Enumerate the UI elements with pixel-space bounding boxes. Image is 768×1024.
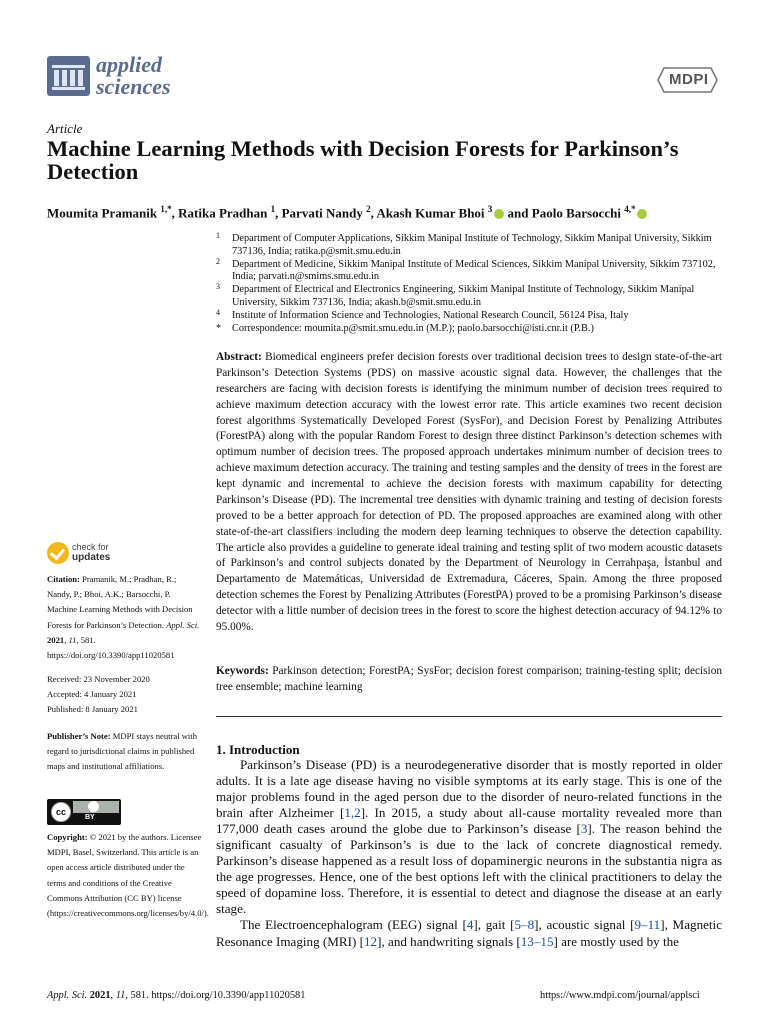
- reference-link[interactable]: 4: [466, 917, 474, 933]
- correspondence-text[interactable]: Correspondence: moumita.p@smit.smu.edu.in (M.P.); paolo.barsocchi@isti.cnr.it (P.B.): [232, 322, 594, 334]
- divider: [216, 716, 722, 717]
- copyright-text: © 2021 by the authors. Licensee MDPI, Basel, Switzerland. This article is an open access article distributed under the terms and conditions of the Creative Commons Attribution (CC BY) license (https://creativecommons.org/licenses/by/4.0/).: [47, 832, 209, 919]
- author-name[interactable]: Parvati Nandy: [281, 205, 363, 221]
- text-run: ]. In 2015, a study about all-cause mortality revealed more than 177,000 death cases around the globe due to Parkinson’s disease [: [216, 805, 723, 837]
- footer-citation: Appl. Sci. 2021, 11, 581. https://doi.org/10.3390/app11020581: [47, 990, 306, 1001]
- author-list: Moumita Pramanik $^{1,*}$, Ratika Pradhan $^1$, Parvati Nandy $^2$, Akash Kumar Bhoi $^3$ and Paolo Barsocchi $^{4,*}$: [47, 201, 747, 221]
- text-run: The Electroencephalogram (EEG) signal [: [240, 917, 467, 933]
- correspondence: [216, 323, 726, 336]
- citation-volume: 11: [68, 634, 77, 645]
- footer-year: 2021: [89, 990, 111, 1001]
- citation-text: Pramanik, M.; Pradhan, R.; Nandy, P.; Bhoi, A.K.; Barsocchi, P. Machine Learning Methods with Decision Forests for Parkinson’s Detection.: [47, 574, 193, 630]
- affiliation-item: [216, 284, 726, 310]
- author-affil: 3: [487, 204, 493, 214]
- text-run: Parkinson’s Disease (PD) is a neurodegenerative disorder that is mostly reported in older adults. It is a late age disease having no visible symptoms at its early stage. This is one of the major problems found in the aged person due to the disorder of neuro-related functions in the brain after Alzheimer [: [216, 757, 722, 821]
- affiliation-text: Department of Computer Applications, Sikkim Manipal Institute of Technology, Sikkim Manipal University, Sikkim 737136, India; ratika.p@smit.smu.edu.in: [232, 233, 712, 257]
- publisher-note-text: MDPI stays neutral with regard to jurisdictional claims in published maps and institutional affiliations.: [47, 731, 197, 772]
- affiliation-number: 3: [216, 282, 220, 292]
- text-run: ]. The reason behind the significant casualty of Parkinson’s is due to the lack of concrete diagnostical remedy. Parkinson’s disease happened as a result loss of dopaminergic neurons in the substantia nigra as the age progresses. Hence, one of the best options left with the clinical practitioners to delay the speed of dopamine loss. Therefore, it is essential to detect and diagnose the disease at an early stage.: [216, 821, 722, 917]
- keywords-text: Parkinson detection; ForestPA; SysFor; decision forest comparison; training-testing split; decision tree ensemble; machine learning: [216, 665, 722, 693]
- citation-journal: Appl. Sci.: [166, 619, 200, 630]
- copyright-label: Copyright:: [47, 832, 88, 842]
- accepted-date: Accepted: 4 January 2021: [47, 689, 137, 700]
- affiliation-text: Department of Electrical and Electronics Engineering, Sikkim Manipal Institute of Technology, Sikkim Manipal University, Sikkim 737136, India; akash.b@smit.smu.edu.in: [232, 284, 695, 308]
- publisher-name: MDPI: [669, 71, 709, 88]
- correspondence-marker: *: [216, 322, 222, 334]
- citation-page: , 581.: [76, 634, 96, 645]
- footer-journal: Appl. Sci.: [47, 990, 88, 1001]
- copyright-block: [47, 830, 209, 921]
- author-name[interactable]: Akash Kumar Bhoi: [376, 205, 485, 221]
- mdpi-logo[interactable]: [656, 66, 719, 94]
- text-run: ] are mostly used by the: [553, 933, 679, 949]
- attribution-icon: [88, 801, 99, 812]
- publisher-note: [47, 729, 202, 775]
- text-run: ], and handwriting signals [: [377, 933, 521, 949]
- by-label: BY: [85, 814, 95, 821]
- updates-label: updates: [72, 552, 111, 563]
- footer-volume: 11: [115, 990, 126, 1001]
- affiliation-number: 2: [216, 256, 220, 266]
- orcid-icon[interactable]: [494, 209, 504, 219]
- cc-by-license-badge[interactable]: [47, 799, 121, 825]
- affiliation-text: Institute of Information Science and Technologies, National Research Council, 56124 Pisa, Italy: [232, 309, 629, 321]
- received-date: Received: 23 November 2020: [47, 674, 150, 684]
- text-run: ], gait [: [473, 917, 515, 933]
- reference-link[interactable]: 1,2: [344, 805, 361, 821]
- affiliation-number: 1: [216, 231, 220, 240]
- author-name[interactable]: Moumita Pramanik: [47, 205, 158, 221]
- affiliation-item: [216, 233, 726, 259]
- author-affil: 1: [270, 204, 276, 214]
- affiliation-item: [216, 307, 726, 323]
- intro-body: [216, 757, 722, 950]
- article-type: Article: [47, 121, 83, 136]
- reference-link[interactable]: 5–8: [514, 917, 535, 933]
- cc-icon: cc: [51, 802, 71, 822]
- intro-paragraph-2: [216, 917, 722, 949]
- reference-link[interactable]: 13–15: [520, 933, 554, 949]
- citation-label: Citation:: [47, 574, 80, 584]
- published-date: Published: 8 January 2021: [47, 704, 138, 715]
- citation-doi-link[interactable]: https://doi.org/10.3390/app11020581: [47, 650, 175, 661]
- journal-logo: [47, 56, 90, 96]
- footer-journal-url[interactable]: https://www.mdpi.com/journal/applsci: [540, 990, 700, 1001]
- citation-block: Citation: Pramanik, M.; Pradhan, R.; Nandy, P.; Bhoi, A.K.; Barsocchi, P. Machine Learning Methods with Decision Forests for Parkinson’s Detection. Appl. Sci. 2021, 11, 581. https://doi.org/10.3390/app11020581: [47, 574, 200, 661]
- keywords: [216, 664, 722, 696]
- text-run: ], acoustic signal [: [534, 917, 635, 933]
- citation-year: 2021: [47, 634, 65, 645]
- publication-dates: [47, 672, 202, 718]
- journal-name[interactable]: [96, 54, 171, 98]
- affiliation-item: [216, 256, 726, 285]
- check-for-updates-button[interactable]: [47, 542, 167, 566]
- footer-doi[interactable]: , 581. https://doi.org/10.3390/app11020581: [125, 990, 306, 1001]
- affiliation-text: Department of Medicine, Sikkim Manipal Institute of Medical Sciences, Sikkim Manipal University, Sikkim 737102, India; parvati.n@smims.smu.edu.in: [232, 258, 716, 283]
- page-title: Machine Learning Methods with Decision Forests for Parkinson’s Detection: [47, 136, 679, 184]
- author-affil: 1,*: [160, 204, 172, 214]
- abstract-label: Abstract:: [216, 351, 262, 363]
- abstract: [216, 350, 722, 636]
- author-name[interactable]: Paolo Barsocchi: [531, 205, 621, 221]
- journal-name-line1: applied: [96, 52, 162, 77]
- section-heading: 1. Introduction: [216, 742, 300, 757]
- keywords-label: Keywords:: [216, 665, 269, 677]
- reference-link[interactable]: 12: [364, 933, 378, 949]
- author-affil: 2: [366, 204, 371, 214]
- intro-paragraph-1: [216, 757, 722, 917]
- text-run: ], Magnetic Resonance Imaging (MRI) [: [216, 917, 723, 949]
- journal-name-line2: sciences: [96, 74, 171, 99]
- author-affil: 4,*: [624, 204, 636, 214]
- abstract-text: Biomedical engineers prefer decision forests over traditional decision trees to design state-of-the-art Parkinson’s Detection Systems (PDS) on massive acoustic signal data. However, the challenges that the researchers are facing with decision forests is identifying the minimum number of decision trees required to achieve maximum detection accuracy with the lowest error rate. This article examines two recent decision forest algorithms Systematically Developed Forest (SysFor), and Decision Forest by Penalizing Attributes (ForestPA) along with the popular Random Forest to design three distinct Parkinson’s detection schemes with optimum number of decision trees. The proposed approach undertakes minimum number of decision trees to achieve maximum detection accuracy. The training and testing samples and the density of trees in the forest are kept dynamic and incremental to achieve the decision forests with maximum capability for detecting Parkinson’s Disease (PD). The incremental tree densities with dynamic training and testing of decision forests proved to be a better approach for detection of PD. The proposed approaches are examined along with other state-of-the-art classifiers including the modern deep learning techniques to observe the detection capability. The article also provides a guideline to generate ideal training and testing split of two modern acoustic datasets of Parkinson’s and control subjects donated by the Department of Neurology in Cerrahpaşa, İstanbul and Departamento de Matemáticas, Universidad de Extremadura, Cáceres, Spain. Among the three proposed detection schemes the Forest by Penalizing Attributes (ForestPA) proved to be a promising Parkinson’s disease detector with a little number of decision trees in the forest to score the highest detection accuracy of 94.12% to 95.00%.: [216, 351, 723, 633]
- author-name[interactable]: Ratika Pradhan: [178, 205, 268, 221]
- reference-link[interactable]: 9–11: [634, 917, 661, 933]
- checkmark-icon: [47, 542, 69, 564]
- orcid-icon[interactable]: [637, 209, 647, 219]
- reference-link[interactable]: 3: [580, 821, 588, 837]
- affiliation-number: 4: [216, 307, 220, 317]
- check-for-label: check for: [72, 542, 109, 552]
- affiliations: [216, 233, 726, 335]
- publisher-note-label: Publisher’s Note:: [47, 731, 111, 741]
